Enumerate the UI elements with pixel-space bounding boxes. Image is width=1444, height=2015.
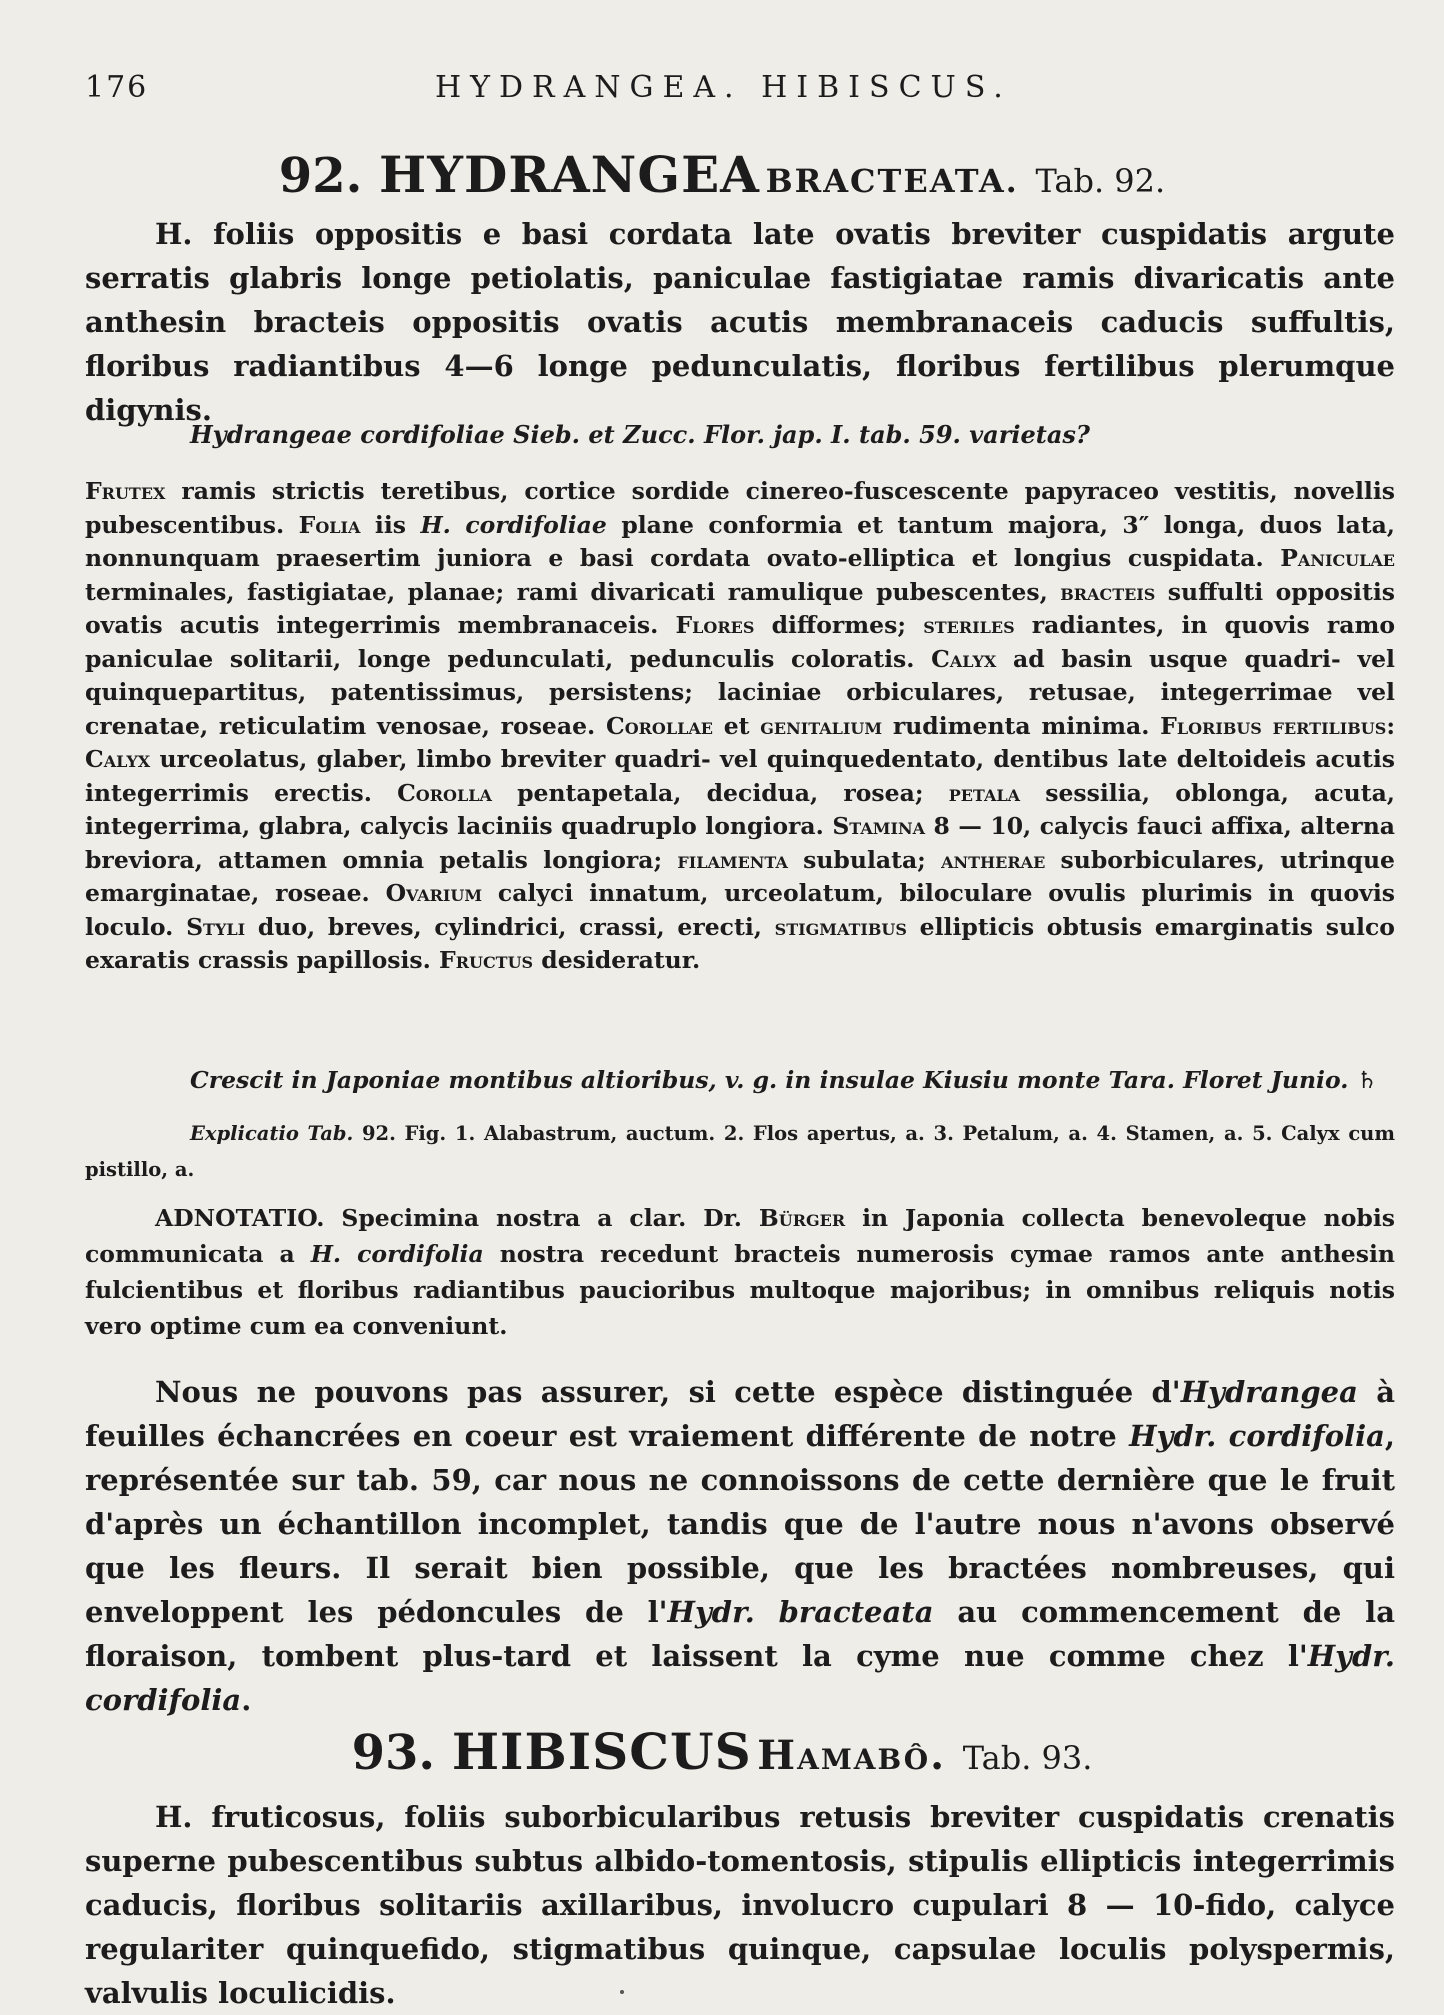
running-title: HYDRANGEA. HIBISCUS. — [435, 70, 1012, 105]
term-floribus-fertilibus: Floribus fertilibus — [1160, 711, 1387, 740]
species-92-synonym: Hydrangeae cordifoliae Sieb. et Zucc. Flor. jap. I. tab. 59. varietas? — [190, 420, 1090, 449]
term-filamenta: filamenta — [677, 845, 788, 874]
running-head — [85, 70, 1359, 110]
taxon-name: Hydr. bracteata — [667, 1595, 934, 1629]
page-number: 176 — [85, 70, 149, 105]
species-epithet: Hamabô. — [757, 1732, 947, 1779]
species-92-habitat: Crescit in Japoniae montibus altioribus, v. g. in insulae Kiusiu monte Tara. Floret Junio. ♄ — [190, 1066, 1378, 1094]
species-92-diagnosis: H. foliis oppositis e basi cordata late ovatis breviter cuspidatis argute serratis glabris longe petiolatis, paniculae fastigiatae ramis divaricatis ante anthesin bracteis oppositis ovatis acutis membranaceis caducis suffultis, floribus radiantibus 4—6 longe pedunculatis, floribus fertilibus plerumque digynis. — [85, 217, 1395, 427]
term-flores: Flores — [675, 611, 755, 639]
author-name: Bürger — [758, 1204, 846, 1232]
species-epithet: BRACTEATA. — [765, 162, 1019, 200]
species-number: 93. — [351, 1725, 436, 1781]
term-corolla: Corolla — [397, 778, 492, 807]
term-paniculae: Paniculae — [1280, 544, 1395, 572]
species-tab-reference: Tab. 93. — [962, 1739, 1093, 1777]
species-92-plate-explanation: Explicatio Tab. 92. Fig. 1. Alabastrum, auctum. 2. Flos apertus, a. 3. Petalum, a. 4. Stamen, a. 5. Calyx cum pistillo, a. — [85, 1122, 1395, 1181]
taxon-name: H. cordifoliae — [420, 510, 607, 539]
term-stigmatibus: stigmatibus — [774, 912, 907, 941]
species-92-adnotatio: ADNOTATIO. Specimina nostra a clar. Dr. Bürger in Japonia collecta benevoleque nobis communicata a H. cordifolia nostra recedunt bracteis numerosis cymae ramos ante anthesin fulcientibus et floribus radiantibus paucioribus multoque majoribus; in omnibus reliquis notis vero optime cum ea conveniunt. — [85, 1204, 1395, 1340]
adnotatio-label: ADNOTATIO. — [155, 1204, 325, 1232]
term-fructus: Fructus — [439, 946, 534, 974]
species-92-heading — [0, 145, 1444, 204]
species-genus: HYDRANGEA — [379, 145, 760, 204]
term-steriles: steriles — [923, 611, 1015, 639]
term-antherae: antherae — [941, 845, 1046, 874]
species-genus: HIBISCUS — [451, 1722, 752, 1781]
term-styli: Styli — [186, 912, 246, 941]
taxon-name: Hydr. cordifolia — [85, 1639, 1395, 1717]
taxon-name: Hydr. cordifolia — [1129, 1419, 1385, 1453]
taxon-name: H. cordifolia — [310, 1240, 484, 1268]
taxon-name: Hydrangea — [1180, 1375, 1358, 1409]
species-number: 92. — [278, 148, 363, 204]
species-93-diagnosis: H. fruticosus, foliis suborbicularibus retusis breviter cuspidatis crenatis superne pubescentibus subtus albido-tomentosis, stipulis ellipticis integerrimis caducis, floribus solitariis axillaribus, involucro cupulari 8 — 10-fido, calyce regulariter quinquefido, stigmatibus quinque, capsulae loculis polyspermis, valvulis loculicidis. — [85, 1800, 1395, 2010]
term-folia: Folia — [298, 510, 361, 539]
term-genitalium: genitalium — [760, 711, 883, 740]
term-calyx: Calyx — [85, 745, 151, 773]
term-stamina: Stamina — [832, 812, 925, 840]
species-93-heading — [0, 1722, 1444, 1781]
term-petala: petala — [948, 778, 1021, 807]
species-tab-reference: Tab. 92. — [1035, 162, 1166, 200]
term-ovarium: Ovarium — [385, 879, 483, 907]
species-92-description: Frutex ramis strictis teretibus, cortice sordide cinereo-fuscescente papyraceo vestitis, novellis pubescentibus. Folia iis H. cordifoliae plane conformia et tantum majora, 3″ longa, duos lata, nonnunquam praesertim juniora e basi cordata ovato-elliptica et longius cuspidata. Paniculae terminales, fastigiatae, planae; rami divaricati ramulique pubescentes, bracteis suffulti oppositis ovatis acutis integerrimis membranaceis. Flores difformes; steriles radiantes, in quovis ramo paniculae solitarii, longe pedunculati, pedunculis coloratis. Calyx ad basin usque quadri- vel quinquepartitus, patentissimus, persistens; laciniae orbiculares, retusae, integerrimae vel crenatae, reticulatim venosae, roseae. Corollae et genitalium rudimenta minima. Floribus fertilibus: Calyx urceolatus, glaber, limbo breviter quadri- vel quinquedentato, dentibus late deltoideis acutis integerrimis erectis. Corolla pentapetala, decidua, rosea; petala sessilia, oblonga, acuta, integerrima, glabra, calycis laciniis quadruplo longiora. Stamina 8 — 10, calycis fauci affixa, alterna breviora, attamen omnia petalis longiora; filamenta subulata; antherae suborbiculares, utrinque emarginatae, roseae. Ovarium calyci innatum, urceolatum, biloculare ovulis plurimis in quovis loculo. Styli duo, breves, cylindrici, crassi, erecti, stigmatibus ellipticis obtusis emarginatis sulco exaratis crassis papillosis. Fructus desideratur. — [85, 477, 1396, 974]
explicatio-label: Explicatio Tab. — [190, 1122, 354, 1145]
speck-mark — [620, 1990, 624, 1994]
term-calyx: Calyx — [931, 644, 997, 673]
term-bracteis: bracteis — [1060, 577, 1156, 606]
species-92-french-note: Nous ne pouvons pas assurer, si cette espèce distinguée d'Hydrangea à feuilles échancrées en coeur est vraiement différente de notre Hydr. cordifolia, représentée sur tab. 59, car nous ne connoissons de cette dernière que le fruit d'après un échantillon incomplet, tandis que de l'autre nous n'avons observé que les fleurs. Il serait bien possible, que les bractées nombreuses, qui enveloppent les pédoncules de l'Hydr. bracteata au commencement de la floraison, tombent plus-tard et laissent la cyme nue comme chez l'Hydr. cordifolia. — [85, 1375, 1395, 1717]
term-frutex: Frutex — [85, 477, 166, 505]
term-corollae: Corollae — [605, 711, 713, 740]
